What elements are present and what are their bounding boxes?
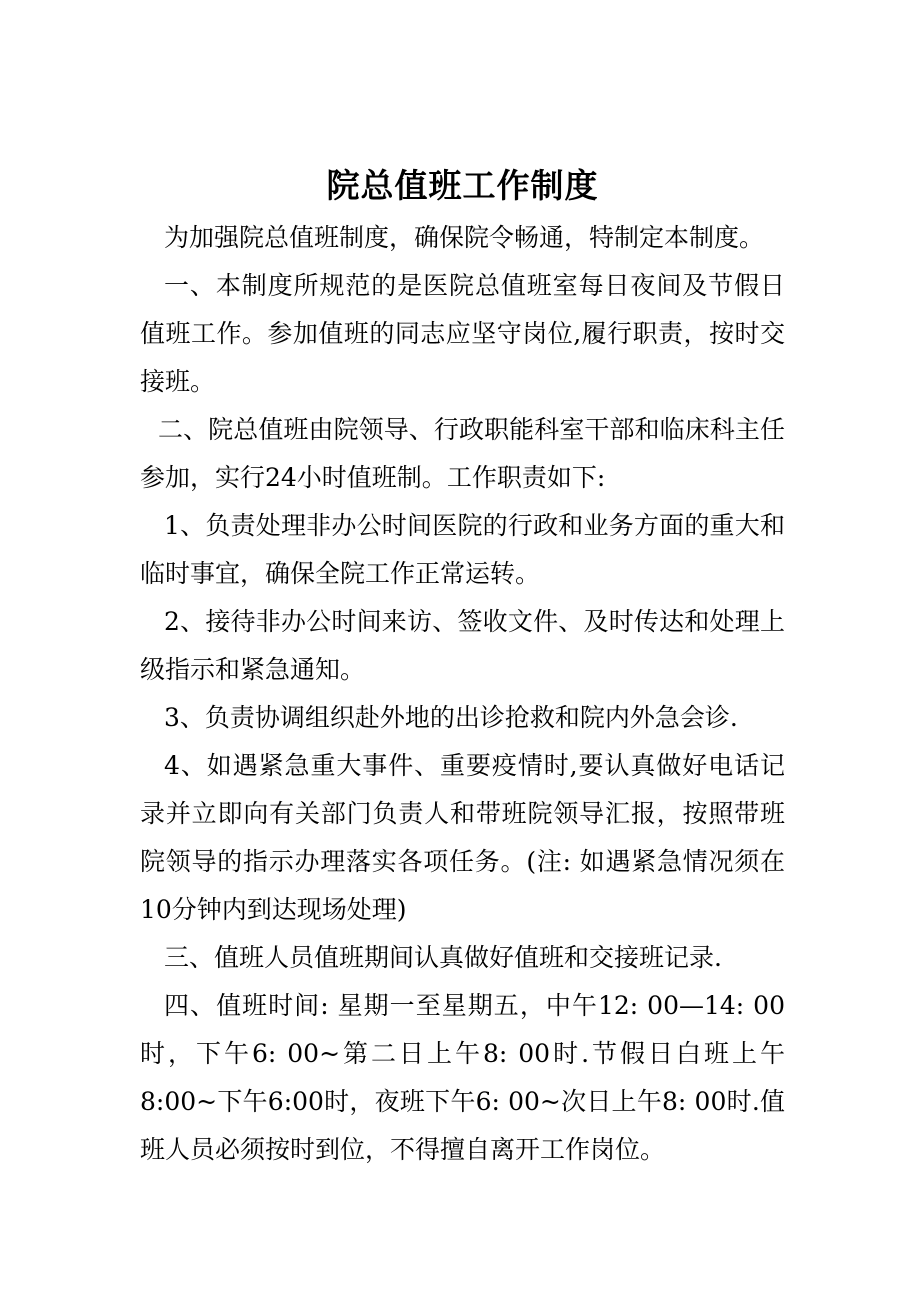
document-body — [140, 158, 785, 1174]
paragraph-section-2: 二、院总值班由院领导、行政职能科室干部和临床科主任参加，实行24小时值班制。工作职责如下: — [140, 415, 785, 492]
document-title: 院总值班工作制度 — [326, 166, 599, 205]
paragraph-duty-1: 1、负责处理非办公时间医院的行政和业务方面的重大和临时事宜，确保全院工作正常运转。 — [140, 511, 785, 588]
paragraph-section-3: 三、值班人员值班期间认真做好值班和交接班记录. — [164, 943, 722, 972]
paragraph-duty-4: 4、如遇紧急重大事件、重要疫情时,要认真做好电话记录并立即向有关部门负责人和带班院领导汇报，按照带班院领导的指示办理落实各项任务。(注: 如遇紧急情况须在10分钟内到达现场处理) — [140, 751, 785, 924]
paragraph-section-4: 四、值班时间: 星期一至星期五，中午12: 00—14: 00时，下午6: 00~第二日上午8: 00时.节假日白班上午8:00~下午6:00时，夜班下午6: 00~次日上午8: 00时.值班人员必须按时到位，不得擅自离开工作岗位。 — [140, 991, 785, 1164]
paragraph-duty-3: 3、负责协调组织赴外地的出诊抢救和院内外急会诊. — [164, 703, 738, 732]
paragraph-intro: 为加强院总值班制度，确保院令畅通，特制定本制度。 — [164, 223, 765, 252]
paragraph-duty-2: 2、接待非办公时间来访、签收文件、及时传达和处理上级指示和紧急通知。 — [140, 607, 785, 684]
paragraph-section-1: 一、本制度所规范的是医院总值班室每日夜间及节假日值班工作。参加值班的同志应坚守岗位,履行职责，按时交接班。 — [140, 271, 785, 396]
